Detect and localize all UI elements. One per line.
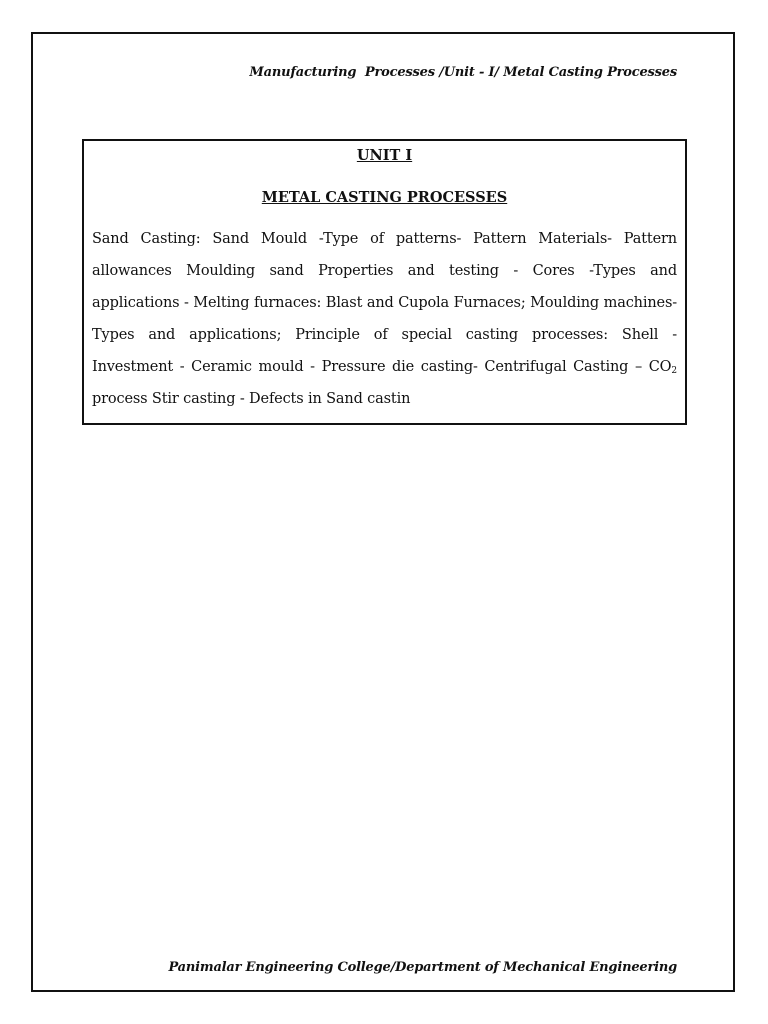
unit-subtitle: METAL CASTING PROCESSES xyxy=(261,189,508,206)
unit-title: UNIT I xyxy=(356,147,413,164)
syllabus-main-text: Sand Casting: Sand Mould -Type of patterns- Pattern Materials- Pattern allowances Moulding sand Properties and testing - Cores -Types and applications - Melting furnaces: Blast and Cupola Furnaces; Moulding machines- Types and applications; Principle of special casting processes: Shell - Investment - Ceramic mould - Pressure die casting- Centrifugal Casting – CO xyxy=(92,231,677,375)
co2-subscript: 2 xyxy=(671,366,677,376)
running-header: Manufacturing Processes /Unit - I/ Metal Casting Processes xyxy=(249,65,677,80)
running-footer: Panimalar Engineering College/Department of Mechanical Engineering xyxy=(168,960,677,975)
unit-box xyxy=(82,139,687,425)
syllabus-paragraph xyxy=(92,223,677,415)
syllabus-tail-text: process Stir casting - Defects in Sand castin xyxy=(92,391,411,407)
